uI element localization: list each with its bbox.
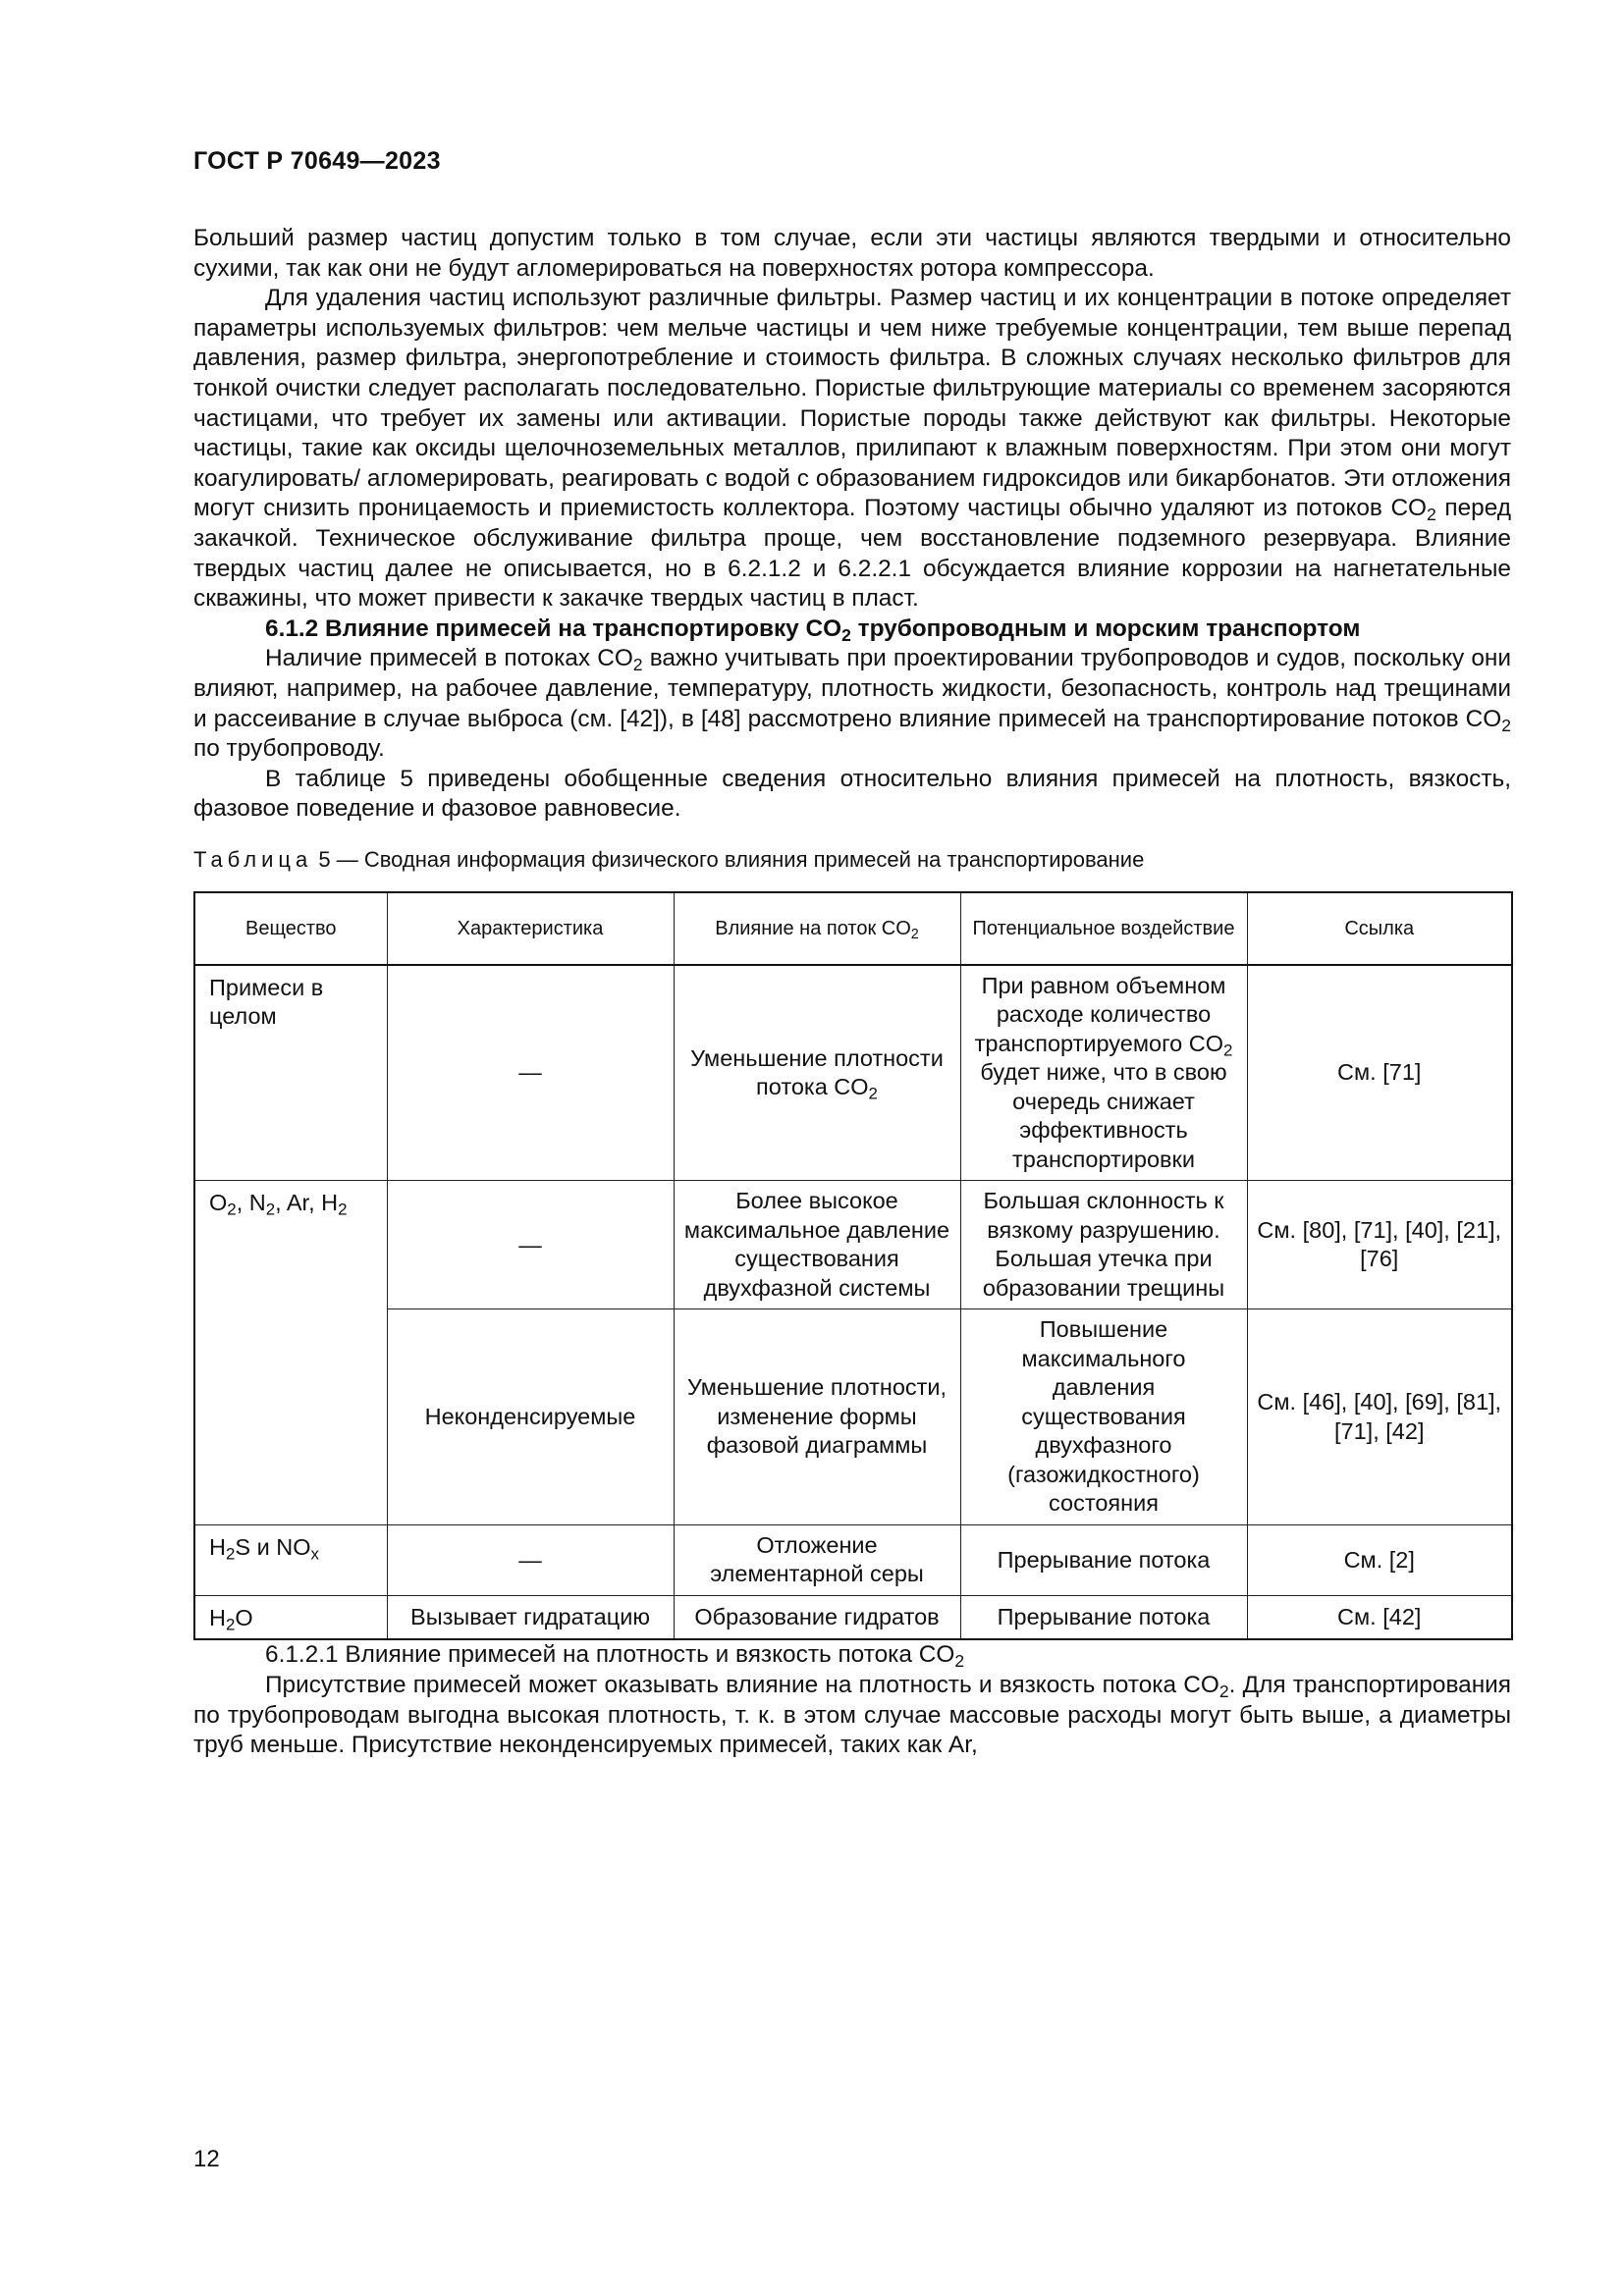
cell-potential: Прерывание потока: [960, 1595, 1247, 1639]
header-reference: Ссылка: [1247, 892, 1512, 965]
header-potential: Потенциальное воздействие: [960, 892, 1247, 965]
cell-reference: См. [46], [40], [69], [81], [71], [42]: [1247, 1309, 1512, 1525]
paragraph: Наличие примесей в потоках $CO_2$ важно учитывать при проектировании трубопроводов и судов, поскольку они влияют, например, на рабочее давление, температуру, плотность жидкости, безопасность, контроль над трещинами и рассеивание в случае выброса (см. [42]), в [48] рассмотрено влияние примесей на транспортирование потоков $CO_2$ по трубопроводу.: [193, 645, 1511, 763]
cell-characteristic: —: [387, 1524, 674, 1595]
document-code-header: ГОСТ Р 70649—2023: [193, 147, 441, 175]
header-substance: Вещество: [194, 892, 387, 965]
section-heading-6-1-2: 6.1.2 Влияние примесей на транспортировку $CO_2$ трубопроводным и морским транспортом: [265, 614, 1361, 645]
subsection-heading-6-1-2-1: 6.1.2.1 Влияние примесей на плотность и вязкость потока $CO_2$: [265, 1641, 965, 1672]
cell-potential: Повышение максимального давления существования двухфазного (газожидкостного) состояния: [960, 1309, 1247, 1525]
cell-potential: Прерывание потока: [960, 1524, 1247, 1595]
header-characteristic: Характеристика: [387, 892, 674, 965]
cell-substance: $H_2S$ и $NO_x$: [194, 1524, 387, 1595]
paragraph: Для удаления частиц используют различные фильтры. Размер частиц и их концентрации в потоке определяет параметры используемых фильтров: чем мельче частицы и чем ниже требуемые концентрации, тем выше перепад давления, размер фильтра, энергопотребление и стоимость фильтра. В сложных случаях несколько фильтров для тонкой очистки следует располагать последовательно. Пористые фильтрующие материалы со временем засоряются частицами, что требует их замены или активации. Пористые породы также действуют как фильтры. Некоторые частицы, такие как оксиды щелочноземельных металлов, прилипают к влажным поверхностям. При этом они могут коагулировать/ агломерировать, реагировать с водой с образованием гидроксидов или бикарбонатов. Эти отложения могут снизить проницаемость и приемистость коллектора. Поэтому частицы обычно удаляют из потоков $CO_2$ перед закачкой. Техническое обслуживание фильтра проще, чем восстановление подземного резервуара. Влияние твердых частиц далее не описывается, но в 6.2.1.2 и 6.2.2.1 обсуждается влияние коррозии на нагнетательные скважины, что может привести к закачке твердых частиц в пласт.: [193, 285, 1512, 613]
cell-characteristic: Вызывает гидратацию: [387, 1595, 674, 1639]
cell-characteristic: Неконденсируемые: [387, 1309, 674, 1525]
cell-influence: Образование гидратов: [674, 1595, 960, 1639]
table-row: [194, 965, 1512, 1181]
cell-characteristic: —: [387, 1181, 674, 1309]
table-caption: Таблица 5 — Сводная информация физического влияния примесей на транспортирование: [193, 846, 1145, 872]
table-row: [194, 1309, 1512, 1525]
cell-reference: См. [71]: [1247, 965, 1512, 1181]
cell-reference: См. [2]: [1247, 1524, 1512, 1595]
paragraph: В таблице 5 приведены обобщенные сведения относительно влияния примесей на плотность, вязкость, фазовое поведение и фазовое равновесие.: [193, 765, 1511, 823]
paragraph: Больший размер частиц допустим только в том случае, если эти частицы являются твердыми и относительно сухими, так как они не будут агломерироваться на поверхностях ротора компрессора.: [193, 225, 1511, 282]
cell-reference: См. [80], [71], [40], [21], [76]: [1247, 1181, 1512, 1309]
table-row: [194, 1595, 1512, 1639]
cell-potential: Большая склонность к вязкому разрушению. Большая утечка при образовании трещины: [960, 1181, 1247, 1309]
cell-influence: Более высокое максимальное давление существования двухфазной системы: [674, 1181, 960, 1309]
cell-substance: $O_2$, $N_2$, Ar, $H_2$: [194, 1181, 387, 1525]
cell-characteristic: —: [387, 965, 674, 1181]
cell-influence: Уменьшение плотности потока $CO_2$: [674, 965, 960, 1181]
cell-reference: См. [42]: [1247, 1595, 1512, 1639]
document-body: [193, 224, 1511, 1761]
cell-influence: Отложение элементарной серы: [674, 1524, 960, 1595]
table-row: [194, 1181, 1512, 1309]
cell-substance: Примеси в целом: [194, 965, 387, 1181]
table-header-row: [194, 892, 1512, 965]
paragraph: Присутствие примесей может оказывать влияние на плотность и вязкость потока $CO_2$. Для транспортирования по трубопроводам выгодна высокая плотность, т. к. в этом случае массовые расходы могут быть выше, а диаметры труб меньше. Присутствие неконденсируемых примесей, таких как Ar,: [193, 1671, 1511, 1759]
table-row: [194, 1524, 1512, 1595]
cell-potential: При равном объемном расходе количество транспортируемого $CO_2$ будет ниже, что в свою очередь снижает эффективность транспортировки: [960, 965, 1247, 1181]
cell-influence: Уменьшение плотности, изменение формы фазовой диаграммы: [674, 1309, 960, 1525]
cell-substance: $H_2O$: [194, 1595, 387, 1639]
page-number: 12: [193, 2146, 220, 2172]
impurities-table: [193, 891, 1513, 1641]
header-influence: Влияние на поток $CO_2$: [674, 892, 960, 965]
